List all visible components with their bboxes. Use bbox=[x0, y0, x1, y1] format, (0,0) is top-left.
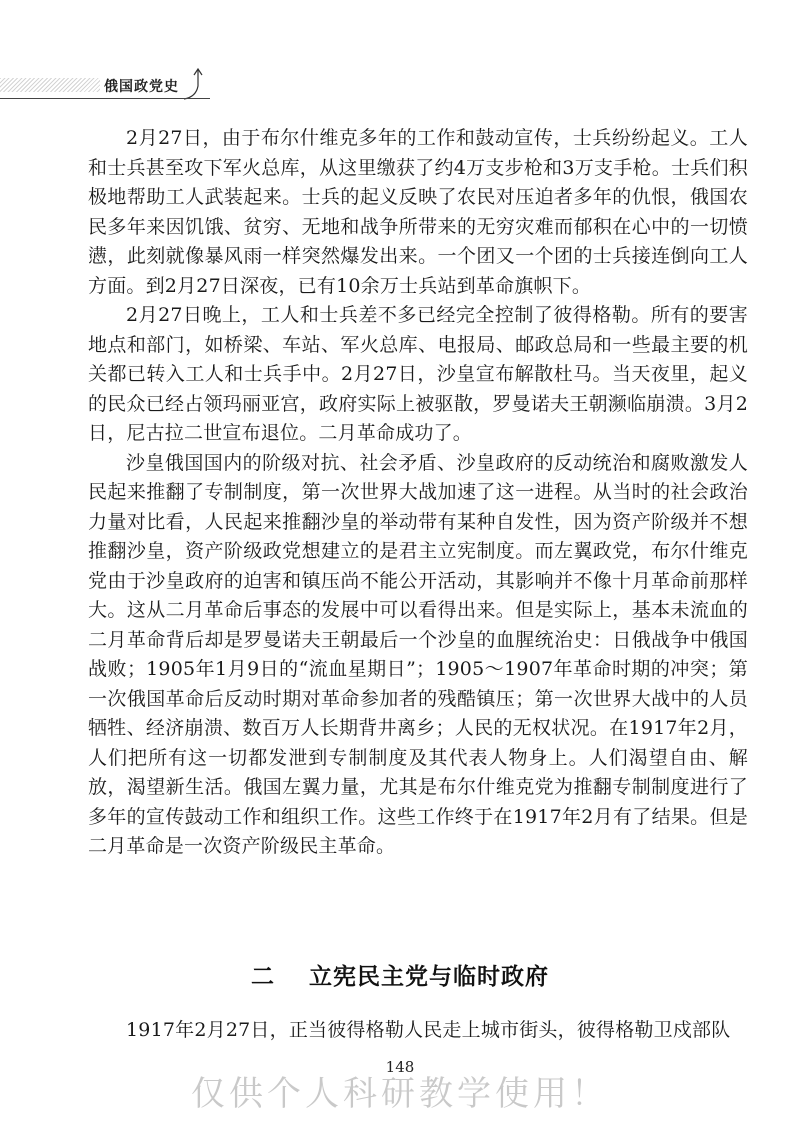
header-hatch-decoration bbox=[0, 78, 100, 92]
header-rule bbox=[0, 98, 210, 99]
watermark: 仅供个人科研教学使用！ bbox=[191, 1074, 609, 1114]
paragraph-1: 2月27日，由于布尔什维克多年的工作和鼓动宣传，士兵纷纷起义。工人和士兵甚至攻下军火总库，从这里缴获了约4万支步枪和3万支手枪。士兵们积极地帮助工人武装起来。士兵的起义反映了农民对压迫者多年的仇恨，俄国农民多年来因饥饿、贫穷、无地和战争所带来的无穷灾难而郁积在心中的一切愤懑，此刻就像暴风雨一样突然爆发出来。一个团又一个团的士兵接连倒向工人方面。到2月27日深夜，已有10余万士兵站到革命旗帜下。 bbox=[88, 127, 748, 297]
header-arrow-icon bbox=[176, 66, 216, 102]
page-number: 148 bbox=[385, 1058, 415, 1076]
section-number: 二 bbox=[251, 964, 275, 990]
body-text bbox=[88, 124, 748, 862]
running-header-title: 俄国政党史 bbox=[104, 79, 179, 95]
running-header bbox=[0, 66, 230, 102]
paragraph-4: 1917年2月27日，正当彼得格勒人民走上城市街头，彼得格勒卫戍部队 bbox=[126, 1019, 731, 1041]
paragraph-2: 2月27日晚上，工人和士兵差不多已经完全控制了彼得格勒。所有的要害地点和部门，如桥梁、车站、军火总库、电报局、邮政总局和一些最主要的机关都已转入工人和士兵手中。2月27日，沙皇宣布解散杜马。当天夜里，起义的民众已经占领玛丽亚宫，政府实际上被驱散，罗曼诺夫王朝濒临崩溃。3月2日，尼古拉二世宣布退位。二月革命成功了。 bbox=[88, 304, 748, 444]
section-title: 立宪民主党与临时政府 bbox=[309, 964, 549, 990]
paragraph-3: 沙皇俄国国内的阶级对抗、社会矛盾、沙皇政府的反动统治和腐败激发人民起来推翻了专制制度，第一次世界大战加速了这一进程。从当时的社会政治力量对比看，人民起来推翻沙皇的举动带有某种自发性，因为资产阶级并不想推翻沙皇，资产阶级政党想建立的是君主立宪制度。而左翼政党，布尔什维克党由于沙皇政府的迫害和镇压尚不能公开活动，其影响并不像十月革命前那样大。这从二月革命后事态的发展中可以看得出来。但是实际上，基本未流血的二月革命背后却是罗曼诺夫王朝最后一个沙皇的血腥统治史：日俄战争中俄国战败；1905年1月9日的“流血星期日”；1905～1907年革命时期的冲突；第一次俄国革命后反动时期对革命参加者的残酷镇压；第一次世界大战中的人员牺牲、经济崩溃、数百万人长期背井离乡；人民的无权状况。在1917年2月，人们把所有这一切都发泄到专制制度及其代表人物身上。人们渴望自由、解放，渴望新生活。俄国左翼力量，尤其是布尔什维克党为推翻专制制度进行了多年的宣传鼓动工作和组织工作。这些工作终于在1917年2月有了结果。但是二月革命是一次资产阶级民主革命。 bbox=[88, 451, 748, 857]
tail-text bbox=[88, 1016, 748, 1046]
section-heading bbox=[0, 958, 800, 991]
